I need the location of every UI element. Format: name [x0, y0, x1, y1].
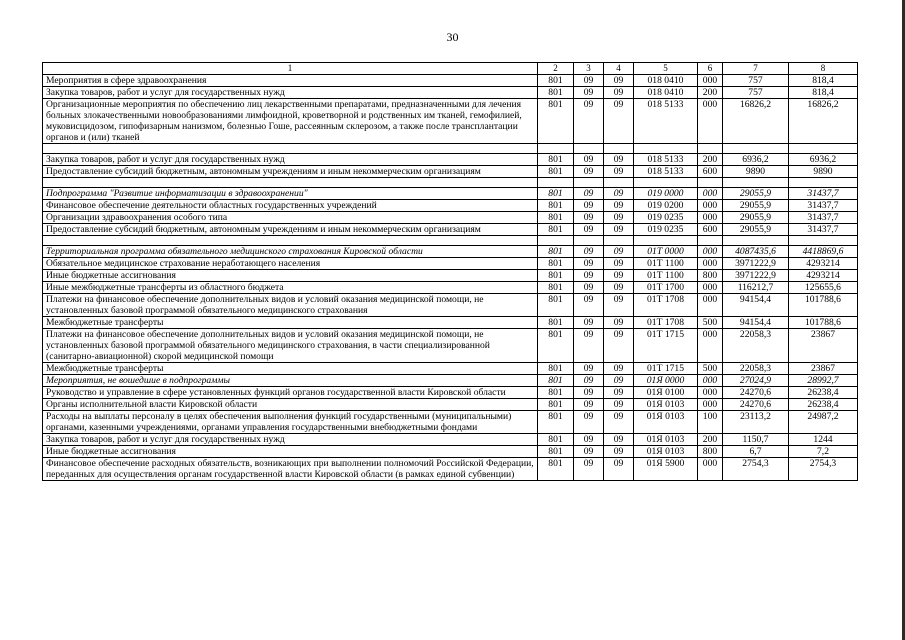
expense-type-cell: 000 — [698, 294, 723, 317]
amount-year1-cell: 29055,9 — [723, 200, 789, 212]
expense-type-cell: 000 — [698, 188, 723, 200]
subsection-code-cell: 09 — [604, 200, 634, 212]
spacer-cell — [574, 236, 604, 246]
description-cell: Органы исполнительной власти Кировской области — [43, 399, 538, 411]
spacer-cell — [538, 144, 574, 154]
expense-type-cell: 200 — [698, 434, 723, 446]
ministry-code-cell: 801 — [538, 375, 574, 387]
description-cell: Иные бюджетные ассигнования — [43, 270, 538, 282]
amount-year1-cell: 94154,4 — [723, 294, 789, 317]
ministry-code-cell: 801 — [538, 363, 574, 375]
expense-type-cell: 000 — [698, 258, 723, 270]
table-header-row — [43, 63, 858, 75]
expense-type-cell: 000 — [698, 399, 723, 411]
target-article-cell: 01Т 1715 — [634, 363, 698, 375]
amount-year1-cell: 22058,3 — [723, 363, 789, 375]
table-row — [43, 87, 858, 99]
table-row — [43, 363, 858, 375]
section-code-cell: 09 — [574, 87, 604, 99]
description-cell: Территориальная программа обязательного медицинского страхования Кировской области — [43, 246, 538, 258]
amount-year1-cell: 27024,9 — [723, 375, 789, 387]
description-cell: Подпрограмма "Развитие информатизации в здравоохранении" — [43, 188, 538, 200]
target-article-cell: 019 0235 — [634, 212, 698, 224]
amount-year2-cell: 26238,4 — [789, 387, 858, 399]
description-cell: Закупка товаров, работ и услуг для государственных нужд — [43, 87, 538, 99]
target-article-cell: 019 0235 — [634, 224, 698, 236]
description-cell: Мероприятия, не вошедшие в подпрограммы — [43, 375, 538, 387]
expense-type-cell: 000 — [698, 99, 723, 144]
table-row — [43, 166, 858, 178]
target-article-cell: 019 0200 — [634, 200, 698, 212]
description-cell: Организации здравоохранения особого типа — [43, 212, 538, 224]
ministry-code-cell: 801 — [538, 200, 574, 212]
section-code-cell: 09 — [574, 75, 604, 87]
ministry-code-cell: 801 — [538, 387, 574, 399]
target-article-cell: 01Т 1708 — [634, 317, 698, 329]
target-article-cell: 01Я 0103 — [634, 446, 698, 458]
description-cell: Закупка товаров, работ и услуг для государственных нужд — [43, 154, 538, 166]
section-code-cell: 09 — [574, 375, 604, 387]
section-code-cell: 09 — [574, 446, 604, 458]
budget-table — [42, 62, 858, 481]
section-code-cell: 09 — [574, 188, 604, 200]
spacer-cell — [604, 144, 634, 154]
amount-year2-cell: 23867 — [789, 363, 858, 375]
subsection-code-cell: 09 — [604, 224, 634, 236]
table-row — [43, 434, 858, 446]
description-cell: Обязательное медицинское страхование неработающего населения — [43, 258, 538, 270]
subsection-code-cell: 09 — [604, 75, 634, 87]
header-cell-6: 6 — [698, 63, 723, 75]
ministry-code-cell: 801 — [538, 258, 574, 270]
spacer-cell — [604, 178, 634, 188]
table-row — [43, 270, 858, 282]
section-code-cell: 09 — [574, 329, 604, 363]
target-article-cell: 018 0410 — [634, 75, 698, 87]
table-row — [43, 375, 858, 387]
amount-year2-cell: 4293214 — [789, 258, 858, 270]
target-article-cell: 01Т 1715 — [634, 329, 698, 363]
table-row — [43, 154, 858, 166]
spacer-cell — [43, 144, 538, 154]
header-cell-1: 1 — [43, 63, 538, 75]
target-article-cell: 01Я 5900 — [634, 458, 698, 481]
target-article-cell: 01Т 1100 — [634, 258, 698, 270]
expense-type-cell: 000 — [698, 375, 723, 387]
target-article-cell: 01Т 1100 — [634, 270, 698, 282]
subsection-code-cell: 09 — [604, 154, 634, 166]
ministry-code-cell: 801 — [538, 446, 574, 458]
ministry-code-cell: 801 — [538, 246, 574, 258]
subsection-code-cell: 09 — [604, 99, 634, 144]
amount-year2-cell: 818,4 — [789, 87, 858, 99]
table-row — [43, 387, 858, 399]
expense-type-cell: 000 — [698, 329, 723, 363]
amount-year1-cell: 6936,2 — [723, 154, 789, 166]
spacer-cell — [789, 236, 858, 246]
ministry-code-cell: 801 — [538, 75, 574, 87]
table-row — [43, 246, 858, 258]
amount-year2-cell: 31437,7 — [789, 224, 858, 236]
expense-type-cell: 500 — [698, 363, 723, 375]
table-row — [43, 329, 858, 363]
section-code-cell: 09 — [574, 399, 604, 411]
section-code-cell: 09 — [574, 246, 604, 258]
ministry-code-cell: 801 — [538, 411, 574, 434]
spacer-cell — [723, 178, 789, 188]
description-cell: Мероприятия в сфере здравоохранения — [43, 75, 538, 87]
description-cell: Предоставление субсидий бюджетным, автономным учреждениям и иным некоммерческим организациям — [43, 224, 538, 236]
section-code-cell: 09 — [574, 212, 604, 224]
amount-year1-cell: 23113,2 — [723, 411, 789, 434]
section-code-cell: 09 — [574, 200, 604, 212]
ministry-code-cell: 801 — [538, 224, 574, 236]
amount-year1-cell: 22058,3 — [723, 329, 789, 363]
row-spacer — [43, 144, 858, 154]
ministry-code-cell: 801 — [538, 270, 574, 282]
target-article-cell: 01Т 1708 — [634, 294, 698, 317]
amount-year1-cell: 29055,9 — [723, 212, 789, 224]
amount-year1-cell: 9890 — [723, 166, 789, 178]
expense-type-cell: 800 — [698, 446, 723, 458]
spacer-cell — [723, 236, 789, 246]
description-cell: Платежи на финансовое обеспечение дополнительных видов и условий оказания медицинской помощи, не установленных базовой программой обязательного медицинского страхования, в части специализированной (санитарно-авиационной) скорой медицинской помощи — [43, 329, 538, 363]
row-spacer — [43, 236, 858, 246]
target-article-cell: 018 5133 — [634, 99, 698, 144]
amount-year1-cell: 29055,9 — [723, 188, 789, 200]
description-cell: Руководство и управление в сфере установленных функций органов государственной власти Кировской области — [43, 387, 538, 399]
ministry-code-cell: 801 — [538, 329, 574, 363]
amount-year2-cell: 2754,3 — [789, 458, 858, 481]
expense-type-cell: 600 — [698, 166, 723, 178]
spacer-cell — [723, 144, 789, 154]
subsection-code-cell: 09 — [604, 270, 634, 282]
subsection-code-cell: 09 — [604, 87, 634, 99]
section-code-cell: 09 — [574, 363, 604, 375]
description-cell: Межбюджетные трансферты — [43, 317, 538, 329]
description-cell: Иные межбюджетные трансферты из областного бюджета — [43, 282, 538, 294]
ministry-code-cell: 801 — [538, 188, 574, 200]
table-row — [43, 188, 858, 200]
amount-year1-cell: 24270,6 — [723, 399, 789, 411]
subsection-code-cell: 09 — [604, 387, 634, 399]
subsection-code-cell: 09 — [604, 446, 634, 458]
subsection-code-cell: 09 — [604, 434, 634, 446]
section-code-cell: 09 — [574, 270, 604, 282]
amount-year2-cell: 818,4 — [789, 75, 858, 87]
amount-year2-cell: 16826,2 — [789, 99, 858, 144]
table-row — [43, 399, 858, 411]
subsection-code-cell: 09 — [604, 282, 634, 294]
ministry-code-cell: 801 — [538, 399, 574, 411]
description-cell: Межбюджетные трансферты — [43, 363, 538, 375]
target-article-cell: 018 5133 — [634, 154, 698, 166]
section-code-cell: 09 — [574, 224, 604, 236]
ministry-code-cell: 801 — [538, 434, 574, 446]
expense-type-cell: 200 — [698, 154, 723, 166]
amount-year2-cell: 1244 — [789, 434, 858, 446]
amount-year2-cell: 24987,2 — [789, 411, 858, 434]
subsection-code-cell: 09 — [604, 188, 634, 200]
amount-year1-cell: 3971222,9 — [723, 270, 789, 282]
header-cell-2: 2 — [538, 63, 574, 75]
target-article-cell: 019 0000 — [634, 188, 698, 200]
amount-year1-cell: 1150,7 — [723, 434, 789, 446]
spacer-cell — [634, 236, 698, 246]
description-cell: Платежи на финансовое обеспечение дополнительных видов и условий оказания медицинской помощи, не установленных базовой программой обязательного медицинского страхования — [43, 294, 538, 317]
target-article-cell: 01Т 1700 — [634, 282, 698, 294]
table-row — [43, 258, 858, 270]
target-article-cell: 01Я 0100 — [634, 387, 698, 399]
header-cell-8: 8 — [789, 63, 858, 75]
expense-type-cell: 000 — [698, 200, 723, 212]
amount-year1-cell: 6,7 — [723, 446, 789, 458]
target-article-cell: 018 5133 — [634, 166, 698, 178]
spacer-cell — [789, 178, 858, 188]
description-cell: Организационные мероприятия по обеспечению лиц лекарственными препаратами, предназначенными для лечения больных злокачественными новообразованиями лимфоидной, кроветворной и родственных им тканей, гемофилией, муковисцидозом, гипофизарным нанизмом, болезнью Гоше, рассеянным склерозом, а также после трансплантации органов и (или) тканей — [43, 99, 538, 144]
table-row — [43, 224, 858, 236]
target-article-cell: 01Я 0103 — [634, 399, 698, 411]
expense-type-cell: 000 — [698, 212, 723, 224]
header-cell-4: 4 — [604, 63, 634, 75]
amount-year1-cell: 3971222,9 — [723, 258, 789, 270]
subsection-code-cell: 09 — [604, 399, 634, 411]
amount-year2-cell: 31437,7 — [789, 188, 858, 200]
spacer-cell — [698, 144, 723, 154]
target-article-cell: 01Я 0000 — [634, 375, 698, 387]
table-row — [43, 411, 858, 434]
target-article-cell: 01Я 0103 — [634, 434, 698, 446]
expense-type-cell: 200 — [698, 87, 723, 99]
amount-year2-cell: 9890 — [789, 166, 858, 178]
spacer-cell — [538, 236, 574, 246]
section-code-cell: 09 — [574, 154, 604, 166]
amount-year2-cell: 101788,6 — [789, 294, 858, 317]
expense-type-cell: 800 — [698, 270, 723, 282]
table-body — [43, 63, 858, 481]
amount-year1-cell: 2754,3 — [723, 458, 789, 481]
section-code-cell: 09 — [574, 282, 604, 294]
description-cell: Иные бюджетные ассигнования — [43, 446, 538, 458]
amount-year2-cell: 26238,4 — [789, 399, 858, 411]
target-article-cell: 01Т 0000 — [634, 246, 698, 258]
description-cell: Финансовое обеспечение расходных обязательств, возникающих при выполнении полномочий Российской Федерации, переданных для осуществления органам государственной власти Кировской области (в рамках единой субвенции) — [43, 458, 538, 481]
section-code-cell: 09 — [574, 434, 604, 446]
table-row — [43, 446, 858, 458]
amount-year1-cell: 757 — [723, 75, 789, 87]
table-row — [43, 294, 858, 317]
amount-year1-cell: 757 — [723, 87, 789, 99]
ministry-code-cell: 801 — [538, 212, 574, 224]
expense-type-cell: 600 — [698, 224, 723, 236]
subsection-code-cell: 09 — [604, 317, 634, 329]
spacer-cell — [634, 144, 698, 154]
amount-year1-cell: 24270,6 — [723, 387, 789, 399]
header-cell-5: 5 — [634, 63, 698, 75]
table-row — [43, 75, 858, 87]
expense-type-cell: 000 — [698, 246, 723, 258]
description-cell: Закупка товаров, работ и услуг для государственных нужд — [43, 434, 538, 446]
section-code-cell: 09 — [574, 458, 604, 481]
ministry-code-cell: 801 — [538, 87, 574, 99]
amount-year2-cell: 23867 — [789, 329, 858, 363]
expense-type-cell: 000 — [698, 75, 723, 87]
description-cell: Расходы на выплаты персоналу в целях обеспечения выполнения функций государственными (муниципальными) органами, казенными учреждениями, органами управления государственными внебюджетными фондами — [43, 411, 538, 434]
spacer-cell — [698, 236, 723, 246]
expense-type-cell: 000 — [698, 282, 723, 294]
amount-year1-cell: 4087435,6 — [723, 246, 789, 258]
amount-year2-cell: 31437,7 — [789, 200, 858, 212]
header-cell-3: 3 — [574, 63, 604, 75]
description-cell: Финансовое обеспечение деятельности областных государственных учреждений — [43, 200, 538, 212]
amount-year1-cell: 116212,7 — [723, 282, 789, 294]
expense-type-cell: 000 — [698, 387, 723, 399]
row-spacer — [43, 178, 858, 188]
amount-year2-cell: 28992,7 — [789, 375, 858, 387]
amount-year2-cell: 101788,6 — [789, 317, 858, 329]
expense-type-cell: 000 — [698, 458, 723, 481]
target-article-cell: 018 0410 — [634, 87, 698, 99]
amount-year2-cell: 4293214 — [789, 270, 858, 282]
amount-year2-cell: 7,2 — [789, 446, 858, 458]
spacer-cell — [574, 178, 604, 188]
spacer-cell — [634, 178, 698, 188]
amount-year2-cell: 4418869,6 — [789, 246, 858, 258]
subsection-code-cell: 09 — [604, 294, 634, 317]
table-row — [43, 317, 858, 329]
section-code-cell: 09 — [574, 294, 604, 317]
section-code-cell: 09 — [574, 387, 604, 399]
table-row — [43, 458, 858, 481]
amount-year1-cell: 16826,2 — [723, 99, 789, 144]
table-row — [43, 282, 858, 294]
subsection-code-cell: 09 — [604, 411, 634, 434]
section-code-cell: 09 — [574, 99, 604, 144]
spacer-cell — [43, 236, 538, 246]
section-code-cell: 09 — [574, 317, 604, 329]
section-code-cell: 09 — [574, 166, 604, 178]
page-number: 30 — [446, 30, 459, 44]
subsection-code-cell: 09 — [604, 363, 634, 375]
spacer-cell — [604, 236, 634, 246]
table-row — [43, 200, 858, 212]
subsection-code-cell: 09 — [604, 458, 634, 481]
ministry-code-cell: 801 — [538, 99, 574, 144]
amount-year2-cell: 125655,6 — [789, 282, 858, 294]
subsection-code-cell: 09 — [604, 258, 634, 270]
amount-year1-cell: 29055,9 — [723, 224, 789, 236]
subsection-code-cell: 09 — [604, 329, 634, 363]
ministry-code-cell: 801 — [538, 317, 574, 329]
subsection-code-cell: 09 — [604, 212, 634, 224]
amount-year1-cell: 94154,4 — [723, 317, 789, 329]
section-code-cell: 09 — [574, 411, 604, 434]
subsection-code-cell: 09 — [604, 246, 634, 258]
header-cell-7: 7 — [723, 63, 789, 75]
table-row — [43, 212, 858, 224]
expense-type-cell: 100 — [698, 411, 723, 434]
expense-type-cell: 500 — [698, 317, 723, 329]
spacer-cell — [538, 178, 574, 188]
ministry-code-cell: 801 — [538, 166, 574, 178]
target-article-cell: 01Я 0103 — [634, 411, 698, 434]
spacer-cell — [789, 144, 858, 154]
amount-year2-cell: 6936,2 — [789, 154, 858, 166]
ministry-code-cell: 801 — [538, 282, 574, 294]
subsection-code-cell: 09 — [604, 375, 634, 387]
spacer-cell — [698, 178, 723, 188]
description-cell: Предоставление субсидий бюджетным, автономным учреждениям и иным некоммерческим организациям — [43, 166, 538, 178]
spacer-cell — [43, 178, 538, 188]
ministry-code-cell: 801 — [538, 294, 574, 317]
section-code-cell: 09 — [574, 258, 604, 270]
ministry-code-cell: 801 — [538, 154, 574, 166]
ministry-code-cell: 801 — [538, 458, 574, 481]
table-row — [43, 99, 858, 144]
spacer-cell — [574, 144, 604, 154]
subsection-code-cell: 09 — [604, 166, 634, 178]
amount-year2-cell: 31437,7 — [789, 212, 858, 224]
